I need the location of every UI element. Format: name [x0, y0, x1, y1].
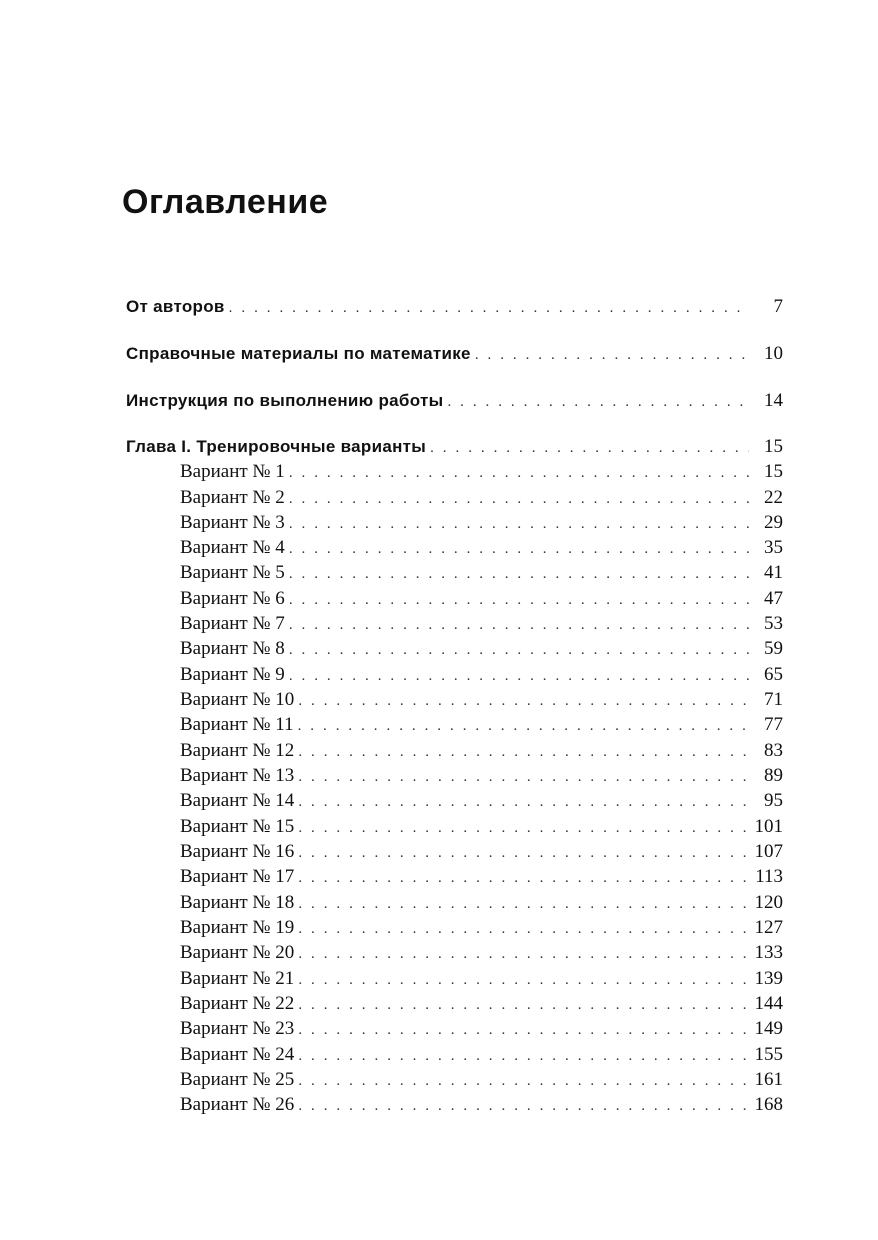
dot-leader	[298, 917, 749, 942]
toc-entry-label: Вариант № 5	[180, 562, 285, 583]
toc-entry-page-number: 155	[754, 1044, 783, 1065]
toc-entry-instructions[interactable]	[126, 388, 783, 413]
toc-entry-variant[interactable]	[126, 586, 783, 611]
dot-leader	[475, 343, 749, 368]
dot-leader	[289, 512, 749, 537]
toc-entry-page-number: 149	[754, 1018, 783, 1039]
toc-entry-label: Вариант № 8	[180, 638, 285, 659]
toc-entry-variant[interactable]	[126, 687, 783, 712]
toc-entry-variant[interactable]	[126, 560, 783, 585]
toc-entry-label: Вариант № 25	[180, 1069, 295, 1090]
toc-entry-page-number: 77	[764, 714, 783, 735]
toc-entry-page-number: 113	[755, 866, 783, 887]
toc-entry-from-authors[interactable]	[126, 294, 783, 319]
toc-entry-page-number: 59	[764, 638, 783, 659]
toc-entry-label: Вариант № 6	[180, 588, 285, 609]
dot-leader	[298, 892, 749, 917]
dot-leader	[289, 562, 749, 587]
toc-entry-chapter-1[interactable]	[126, 434, 783, 459]
toc-entry-label: Вариант № 16	[180, 841, 295, 862]
toc-entry-label: От авторов	[126, 297, 225, 316]
toc-entry-variant[interactable]	[126, 636, 783, 661]
toc-entry-page-number: 83	[764, 740, 783, 761]
dot-leader	[289, 664, 749, 689]
toc-entry-label: Вариант № 7	[180, 613, 285, 634]
toc-entry-label: Вариант № 19	[180, 917, 295, 938]
toc-entry-variant[interactable]	[126, 712, 783, 737]
dot-leader	[298, 790, 749, 815]
toc-entry-variant[interactable]	[126, 1042, 783, 1067]
dot-leader	[298, 689, 749, 714]
toc-entry-label: Вариант № 15	[180, 816, 295, 837]
dot-leader	[298, 1018, 749, 1043]
toc-entry-variant[interactable]	[126, 763, 783, 788]
toc-entry-page-number: 139	[754, 968, 783, 989]
toc-entry-label: Вариант № 3	[180, 512, 285, 533]
toc-entry-label: Справочные материалы по математике	[126, 344, 471, 363]
toc-entry-page-number: 22	[764, 487, 783, 508]
dot-leader	[298, 714, 749, 739]
dot-leader	[447, 390, 749, 415]
toc-entry-page-number: 120	[754, 892, 783, 913]
toc-entry-page-number: 71	[764, 689, 783, 710]
toc-entry-label: Вариант № 12	[180, 740, 295, 761]
dot-leader	[298, 1094, 749, 1119]
toc-entry-variant[interactable]	[126, 510, 783, 535]
toc-entry-label: Вариант № 22	[180, 993, 295, 1014]
toc-entry-page-number: 127	[754, 917, 783, 938]
toc-entry-variant[interactable]	[126, 459, 783, 484]
toc-entry-variant[interactable]	[126, 966, 783, 991]
toc-entry-label: Вариант № 20	[180, 942, 295, 963]
toc-entry-variant[interactable]	[126, 940, 783, 965]
toc-entry-page-number: 95	[764, 790, 783, 811]
toc-entry-label: Вариант № 14	[180, 790, 295, 811]
toc-entry-page-number: 47	[764, 588, 783, 609]
toc-entry-page-number: 41	[764, 562, 783, 583]
dot-leader	[298, 866, 749, 891]
dot-leader	[430, 436, 749, 461]
toc-entry-variant[interactable]	[126, 814, 783, 839]
dot-leader	[298, 765, 749, 790]
dot-leader	[289, 461, 749, 486]
dot-leader	[298, 993, 749, 1018]
dot-leader	[289, 537, 749, 562]
toc-entry-page-number: 10	[764, 343, 783, 364]
toc-entry-label: Вариант № 17	[180, 866, 295, 887]
toc-entry-variant[interactable]	[126, 485, 783, 510]
dot-leader	[298, 740, 749, 765]
toc-entry-page-number: 168	[754, 1094, 783, 1115]
toc-entry-page-number: 53	[764, 613, 783, 634]
dot-leader	[298, 968, 749, 993]
dot-leader	[298, 1069, 749, 1094]
page-title: Оглавление	[122, 183, 329, 221]
toc-entry-variant[interactable]	[126, 1067, 783, 1092]
toc-entry-page-number: 14	[764, 390, 783, 411]
dot-leader	[298, 816, 749, 841]
toc-entry-label: Вариант № 1	[180, 461, 285, 482]
toc-entry-label: Вариант № 23	[180, 1018, 295, 1039]
toc-entry-label: Вариант № 10	[180, 689, 295, 710]
toc-entry-page-number: 7	[773, 296, 783, 317]
toc-entry-page-number: 65	[764, 664, 783, 685]
toc-entry-label: Вариант № 2	[180, 487, 285, 508]
toc-entry-page-number: 107	[754, 841, 783, 862]
toc-entry-variant[interactable]	[126, 788, 783, 813]
dot-leader	[298, 1044, 749, 1069]
toc-entry-variant[interactable]	[126, 611, 783, 636]
toc-entry-page-number: 101	[754, 816, 783, 837]
dot-leader	[298, 942, 749, 967]
toc-entry-variant[interactable]	[126, 839, 783, 864]
dot-leader	[289, 588, 749, 613]
toc-entry-variant[interactable]	[126, 535, 783, 560]
toc-entry-label: Вариант № 26	[180, 1094, 295, 1115]
toc-entry-variant[interactable]	[126, 864, 783, 889]
toc-entry-page-number: 89	[764, 765, 783, 786]
toc-entry-variant[interactable]	[126, 890, 783, 915]
toc-entry-label: Вариант № 24	[180, 1044, 295, 1065]
toc-entry-label: Вариант № 9	[180, 664, 285, 685]
toc-entry-reference-materials[interactable]	[126, 341, 783, 366]
toc-entry-variant[interactable]	[126, 1092, 783, 1117]
toc-entry-label: Вариант № 18	[180, 892, 295, 913]
toc-entry-label: Глава I. Тренировочные варианты	[126, 437, 427, 456]
toc-entry-label: Вариант № 11	[180, 714, 294, 735]
dot-leader	[289, 613, 749, 638]
toc-entry-variant[interactable]	[126, 662, 783, 687]
toc-entry-page-number: 35	[764, 537, 783, 558]
toc-entry-page-number: 144	[754, 993, 783, 1014]
dot-leader	[298, 841, 749, 866]
toc-entry-variant[interactable]	[126, 738, 783, 763]
toc-entry-variant[interactable]	[126, 1016, 783, 1041]
toc-entry-label: Вариант № 21	[180, 968, 295, 989]
toc-entry-variant[interactable]	[126, 991, 783, 1016]
toc-entry-variant[interactable]	[126, 915, 783, 940]
toc-entry-label: Вариант № 4	[180, 537, 285, 558]
toc-entry-page-number: 29	[764, 512, 783, 533]
toc-entry-page-number: 133	[754, 942, 783, 963]
toc-entry-page-number: 15	[764, 461, 783, 482]
toc-entry-page-number: 161	[754, 1069, 783, 1090]
toc-entry-label: Инструкция по выполнению работы	[126, 391, 444, 410]
dot-leader	[289, 487, 749, 512]
dot-leader	[289, 638, 749, 663]
toc-entry-label: Вариант № 13	[180, 765, 295, 786]
toc-entry-page-number: 15	[764, 436, 783, 457]
dot-leader	[229, 296, 749, 321]
